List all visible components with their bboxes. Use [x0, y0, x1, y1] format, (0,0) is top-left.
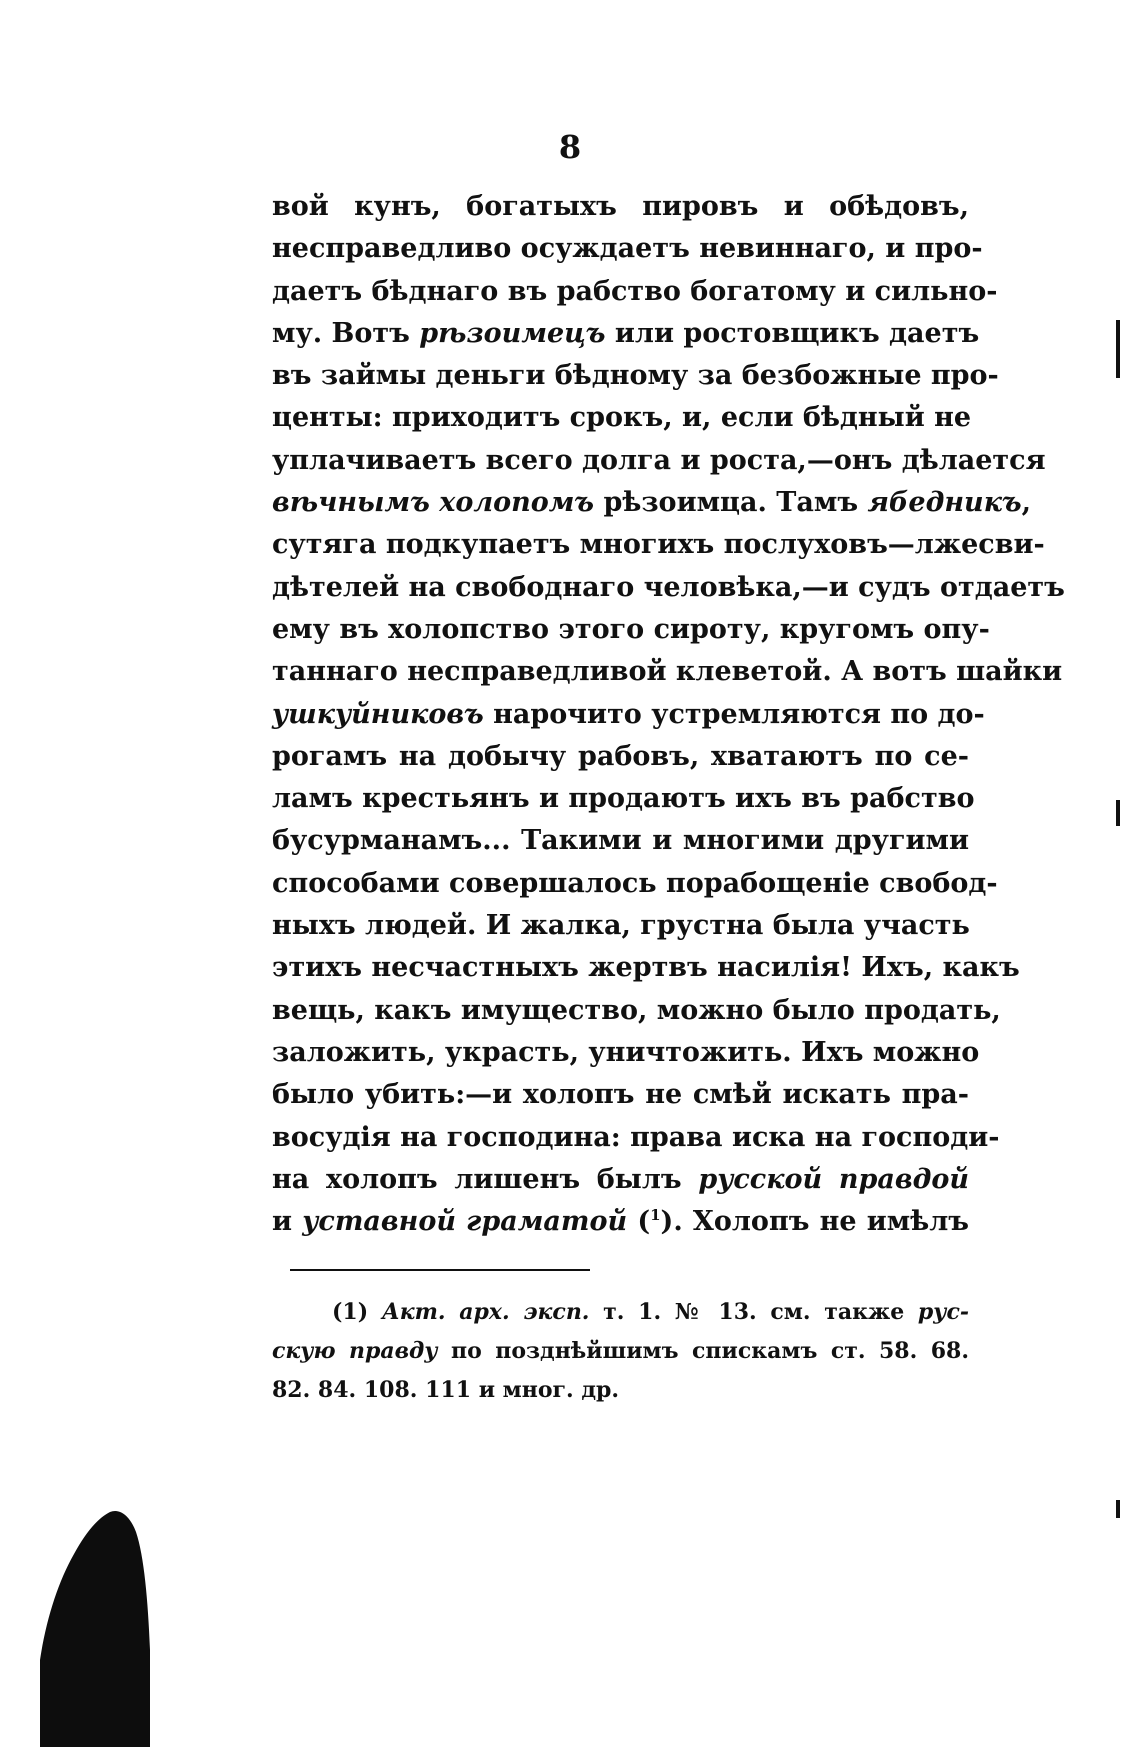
italic-text: скую правду — [272, 1338, 438, 1364]
text-run: таннаго несправедливой клеветой. А вотъ шайки — [272, 656, 1063, 688]
text-run: способами совершалось порабощеніе свобод- — [272, 867, 998, 899]
footnote — [272, 1293, 969, 1410]
text-line — [272, 947, 1020, 989]
italic-text: вѣчнымъ холопомъ — [272, 487, 595, 519]
text-run: рѣзоимца. Тамъ — [594, 487, 868, 519]
text-line — [272, 1117, 1000, 1159]
text-line — [272, 1074, 969, 1116]
page-number: 8 — [558, 128, 582, 166]
text-line — [272, 609, 990, 651]
page-edge-mark — [1116, 1500, 1120, 1518]
text-run: 82. 84. 108. 111 и мног. др. — [272, 1377, 620, 1403]
text-line — [272, 651, 1063, 693]
italic-text: ушкуйниковъ — [272, 698, 484, 730]
text-line — [272, 567, 1065, 609]
text-run: ). Холопъ не имѣлъ — [660, 1206, 969, 1238]
page-edge-mark — [1116, 800, 1120, 826]
text-line — [272, 820, 969, 862]
italic-text: уставной граматой — [302, 1206, 628, 1238]
footnote-line — [272, 1332, 969, 1371]
text-line — [272, 694, 985, 736]
text-run: ему въ холопство этого сироту, кругомъ опу- — [272, 613, 990, 645]
text-run: ныхъ людей. И жалка, грустна была участь — [272, 910, 970, 942]
text-line — [272, 990, 1001, 1032]
text-run: въ займы деньги бѣдному за безбожные про- — [272, 360, 999, 392]
text-run: вещь, какъ имущество, можно было продать, — [272, 994, 1001, 1026]
text-line — [272, 186, 969, 228]
text-line — [272, 482, 1031, 524]
text-run: дѣтелей на свободнаго человѣка,—и судъ отдаетъ — [272, 571, 1065, 603]
text-line — [272, 313, 980, 355]
text-run: , — [1021, 487, 1031, 519]
text-line — [272, 1159, 969, 1201]
italic-text: ябедникъ — [867, 487, 1022, 519]
page-edge-mark — [1116, 320, 1120, 378]
text-run: центы: приходитъ срокъ, и, если бѣдный не — [272, 402, 972, 434]
text-line — [272, 1032, 980, 1074]
text-run: или ростовщикъ даетъ — [605, 317, 980, 349]
text-line — [272, 524, 1045, 566]
body-text — [272, 186, 1065, 1243]
text-line — [272, 1201, 969, 1243]
text-run: и — [272, 1206, 303, 1238]
text-line — [272, 905, 969, 947]
text-run: на холопъ лишенъ былъ — [272, 1163, 699, 1195]
footnote-reference: 1 — [650, 1206, 661, 1225]
text-run: рогамъ на добычу рабовъ, хватаютъ по се- — [272, 740, 969, 772]
footnote-line — [272, 1293, 969, 1332]
text-run: по позднѣйшимъ спискамъ ст. 58. 68. — [437, 1338, 970, 1364]
text-run: ламъ крестьянъ и продаютъ ихъ въ рабство — [272, 783, 975, 815]
text-line — [272, 355, 999, 397]
text-run: было убить:—и холопъ не смѣй искать пра- — [272, 1079, 969, 1111]
text-run: уплачиваетъ всего долга и роста,—онъ дѣлается — [272, 444, 1046, 476]
text-run: (1) — [332, 1299, 382, 1325]
text-run: т. 1. № 13. см. также — [589, 1299, 918, 1325]
text-run: вой кунъ, богатыхъ пировъ и обѣдовъ, — [272, 191, 969, 222]
text-run: даетъ бѣднаго въ рабство богатому и сильно- — [272, 275, 998, 307]
ink-blot-image — [40, 1510, 150, 1747]
italic-text: Акт. арх. эксп. — [381, 1299, 590, 1325]
footnote-rule — [290, 1269, 590, 1271]
italic-text: рус- — [917, 1299, 969, 1325]
text-run: сутяга подкупаетъ многихъ послуховъ—лжесви- — [272, 529, 1045, 561]
text-run: ( — [627, 1206, 651, 1238]
italic-text: рѣзоимецъ — [419, 317, 606, 349]
text-line — [272, 440, 1046, 482]
footnote-line — [272, 1371, 969, 1410]
text-run: восудія на господина: права иска на господи- — [272, 1121, 1000, 1153]
text-run: этихъ несчастныхъ жертвъ насилія! Ихъ, какъ — [272, 952, 1020, 984]
text-run: несправедливо осуждаетъ невиннаго, и про- — [272, 233, 983, 265]
text-line — [272, 228, 983, 270]
text-line — [272, 863, 998, 905]
text-run: нарочито устремляются по до- — [483, 698, 985, 730]
text-line — [272, 397, 972, 439]
text-run: бусурманамъ... Такими и многими другими — [272, 825, 969, 857]
italic-text: русской правдой — [698, 1163, 969, 1195]
text-run: му. Вотъ — [272, 317, 420, 349]
text-line — [272, 778, 975, 820]
text-run: заложить, украсть, уничтожить. Ихъ можно — [272, 1036, 980, 1068]
text-line — [272, 271, 998, 313]
text-line — [272, 736, 969, 778]
